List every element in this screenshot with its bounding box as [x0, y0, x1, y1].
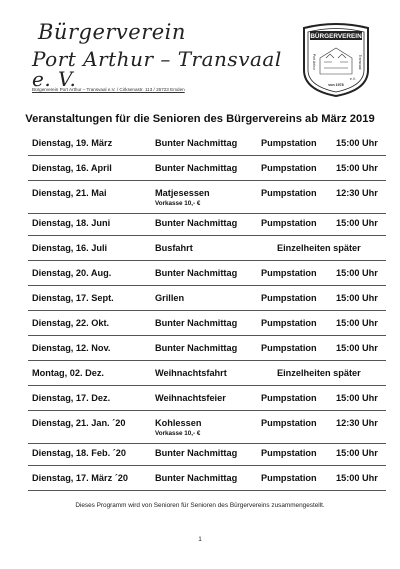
seal-left-text: Port Arthur — [312, 53, 316, 71]
event-date: Dienstag, 16. Juli — [32, 243, 108, 253]
event-name: Grillen — [155, 293, 185, 303]
document-title: Veranstaltungen für die Senioren des Bürgervereins ab März 2019 — [25, 113, 375, 125]
row-divider — [28, 235, 386, 236]
event-date: Dienstag, 16. April — [32, 163, 112, 173]
event-time: 15:00 Uhr — [336, 448, 378, 458]
page-number: 1 — [198, 536, 202, 543]
row-divider — [28, 260, 386, 261]
event-date: Montag, 02. Dez. — [32, 368, 104, 378]
seal-right-text: Transvaal — [358, 54, 362, 70]
event-location: Pumpstation — [261, 138, 317, 148]
event-location: Pumpstation — [261, 268, 317, 278]
row-divider — [28, 465, 386, 466]
event-time: 15:00 Uhr — [336, 138, 378, 148]
letterhead-line-2: Port Arthur – Transvaal e. V. — [32, 47, 282, 91]
event-date: Dienstag, 17. Dez. — [32, 393, 111, 403]
event-note: Vorkasse 10,- € — [155, 200, 201, 207]
event-location: Pumpstation — [261, 343, 317, 353]
club-seal-logo — [296, 18, 376, 98]
event-details: Einzelheiten später — [277, 243, 361, 253]
event-date: Dienstag, 18. Juni — [32, 218, 111, 228]
event-name: Matjesessen — [155, 188, 210, 198]
event-date: Dienstag, 20. Aug. — [32, 268, 112, 278]
sender-address: Bürgerverein Port Arthur – Transvaal e.V. / Cirksenastr. 113 / 26723 Emden — [32, 87, 185, 92]
event-name: Busfahrt — [155, 243, 193, 253]
event-details: Einzelheiten später — [277, 368, 361, 378]
event-location: Pumpstation — [261, 218, 317, 228]
event-name: Bunter Nachmittag — [155, 268, 238, 278]
letterhead — [32, 22, 292, 89]
event-date: Dienstag, 22. Okt. — [32, 318, 110, 328]
event-date: Dienstag, 17. Sept. — [32, 293, 114, 303]
event-name: Bunter Nachmittag — [155, 218, 238, 228]
row-divider — [28, 285, 386, 286]
event-date: Dienstag, 12. Nov. — [32, 343, 111, 353]
event-time: 15:00 Uhr — [336, 318, 378, 328]
event-date: Dienstag, 17. März ´20 — [32, 473, 128, 483]
event-date: Dienstag, 21. Mai — [32, 188, 107, 198]
event-note: Vorkasse 10,- € — [155, 430, 201, 437]
event-location: Pumpstation — [261, 473, 317, 483]
row-divider — [28, 335, 386, 336]
row-divider — [28, 410, 386, 411]
event-time: 12:30 Uhr — [336, 188, 378, 198]
event-location: Pumpstation — [261, 418, 317, 428]
seal-ev: e.V. — [350, 77, 356, 81]
event-date: Dienstag, 21. Jan. ´20 — [32, 418, 126, 428]
event-name: Kohlessen — [155, 418, 202, 428]
row-divider — [28, 360, 386, 361]
event-name: Bunter Nachmittag — [155, 318, 238, 328]
event-name: Bunter Nachmittag — [155, 473, 238, 483]
event-location: Pumpstation — [261, 448, 317, 458]
row-divider — [28, 155, 386, 156]
event-date: Dienstag, 19. März — [32, 138, 113, 148]
event-time: 15:00 Uhr — [336, 268, 378, 278]
event-time: 15:00 Uhr — [336, 163, 378, 173]
row-divider — [28, 310, 386, 311]
event-name: Bunter Nachmittag — [155, 138, 238, 148]
row-divider — [28, 180, 386, 181]
event-name: Weihnachtsfeier — [155, 393, 226, 403]
event-time: 15:00 Uhr — [336, 473, 378, 483]
event-location: Pumpstation — [261, 163, 317, 173]
event-location: Pumpstation — [261, 293, 317, 303]
row-divider — [28, 443, 386, 444]
event-date: Dienstag, 18. Feb. ´20 — [32, 448, 126, 458]
footer-note: Dieses Programm wird von Senioren für Senioren des Bürgervereins zusammengestellt. — [75, 502, 325, 509]
letterhead-line-1: Bürgerverein — [38, 20, 186, 44]
seal-graphic — [296, 18, 376, 98]
seal-year: von 1978 — [328, 83, 344, 87]
event-location: Pumpstation — [261, 188, 317, 198]
event-name: Bunter Nachmittag — [155, 448, 238, 458]
event-location: Pumpstation — [261, 393, 317, 403]
row-divider — [28, 490, 386, 491]
event-name: Weihnachtsfahrt — [155, 368, 227, 378]
event-time: 15:00 Uhr — [336, 343, 378, 353]
row-divider — [28, 213, 386, 214]
event-time: 15:00 Uhr — [336, 393, 378, 403]
event-location: Pumpstation — [261, 318, 317, 328]
event-time: 15:00 Uhr — [336, 218, 378, 228]
event-name: Bunter Nachmittag — [155, 343, 238, 353]
seal-top-text: BÜRGERVEREIN — [310, 33, 362, 40]
event-time: 15:00 Uhr — [336, 293, 378, 303]
event-time: 12:30 Uhr — [336, 418, 378, 428]
row-divider — [28, 385, 386, 386]
event-name: Bunter Nachmittag — [155, 163, 238, 173]
